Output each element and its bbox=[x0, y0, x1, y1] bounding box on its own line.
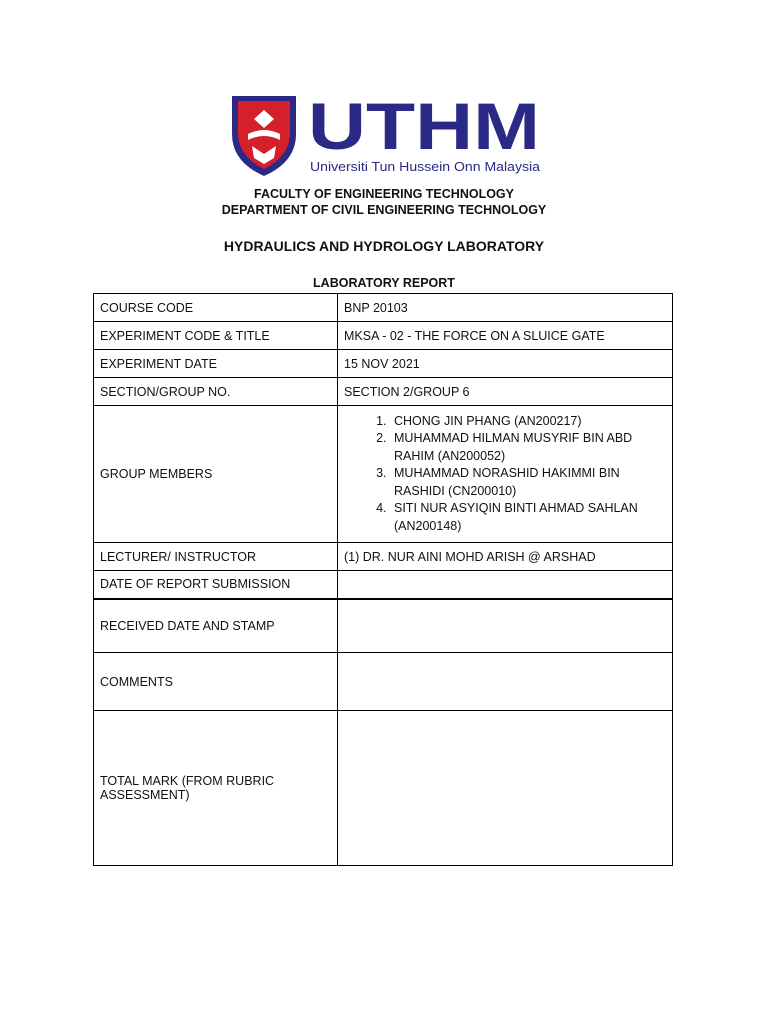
row-lecturer bbox=[94, 543, 673, 571]
experiment-date-label: EXPERIMENT DATE bbox=[94, 350, 338, 378]
experiment-label: EXPERIMENT CODE & TITLE bbox=[94, 322, 338, 350]
submission-date-value bbox=[338, 571, 673, 599]
row-experiment bbox=[94, 322, 673, 350]
members-list bbox=[344, 413, 666, 536]
department-name: DEPARTMENT OF CIVIL ENGINEERING TECHNOLOGY bbox=[221, 203, 547, 217]
row-received-stamp bbox=[94, 599, 673, 653]
uthm-logo-graphic bbox=[230, 92, 542, 178]
report-title: LABORATORY REPORT bbox=[313, 276, 455, 290]
row-experiment-date bbox=[94, 350, 673, 378]
total-mark-value bbox=[338, 711, 673, 866]
row-comments bbox=[94, 653, 673, 711]
row-course-code bbox=[94, 294, 673, 322]
uthm-logo bbox=[230, 92, 542, 178]
course-code-value: BNP 20103 bbox=[338, 294, 673, 322]
submission-date-label: DATE OF REPORT SUBMISSION bbox=[94, 571, 338, 599]
received-stamp-value bbox=[338, 599, 673, 653]
row-group-members bbox=[94, 406, 673, 543]
report-info-table bbox=[93, 293, 673, 866]
group-members-label: GROUP MEMBERS bbox=[94, 406, 338, 543]
experiment-date-value: 15 NOV 2021 bbox=[338, 350, 673, 378]
lecturer-label: LECTURER/ INSTRUCTOR bbox=[94, 543, 338, 571]
section-value: SECTION 2/GROUP 6 bbox=[338, 378, 673, 406]
row-total-mark bbox=[94, 711, 673, 866]
experiment-value: MKSA - 02 - THE FORCE ON A SLUICE GATE bbox=[338, 322, 673, 350]
faculty-name: FACULTY OF ENGINEERING TECHNOLOGY bbox=[254, 187, 514, 201]
section-label: SECTION/GROUP NO. bbox=[94, 378, 338, 406]
group-members-value bbox=[338, 406, 673, 543]
member-item: 3. MUHAMMAD NORASHID HAKIMMI BIN RASHIDI (CN200010) bbox=[390, 465, 666, 500]
lecturer-value: (1) DR. NUR AINI MOHD ARISH @ ARSHAD bbox=[338, 543, 673, 571]
total-mark-label: TOTAL MARK (FROM RUBRIC ASSESSMENT) bbox=[94, 711, 338, 866]
row-section bbox=[94, 378, 673, 406]
member-item: 2. MUHAMMAD HILMAN MUSYRIF BIN ABD RAHIM (AN200052) bbox=[390, 430, 666, 465]
received-stamp-label: RECEIVED DATE AND STAMP bbox=[94, 599, 338, 653]
row-submission-date bbox=[94, 571, 673, 599]
lab-title: HYDRAULICS AND HYDROLOGY LABORATORY bbox=[223, 238, 545, 254]
course-code-label: COURSE CODE bbox=[94, 294, 338, 322]
member-item: 4. SITI NUR ASYIQIN BINTI AHMAD SAHLAN (AN200148) bbox=[390, 500, 666, 535]
comments-label: COMMENTS bbox=[94, 653, 338, 711]
member-item: 1. CHONG JIN PHANG (AN200217) bbox=[390, 413, 666, 431]
logo-wordmark: UTHM bbox=[308, 92, 540, 163]
logo-tagline: Universiti Tun Hussein Onn Malaysia bbox=[310, 159, 541, 174]
comments-value bbox=[338, 653, 673, 711]
faculty-heading bbox=[0, 186, 768, 218]
